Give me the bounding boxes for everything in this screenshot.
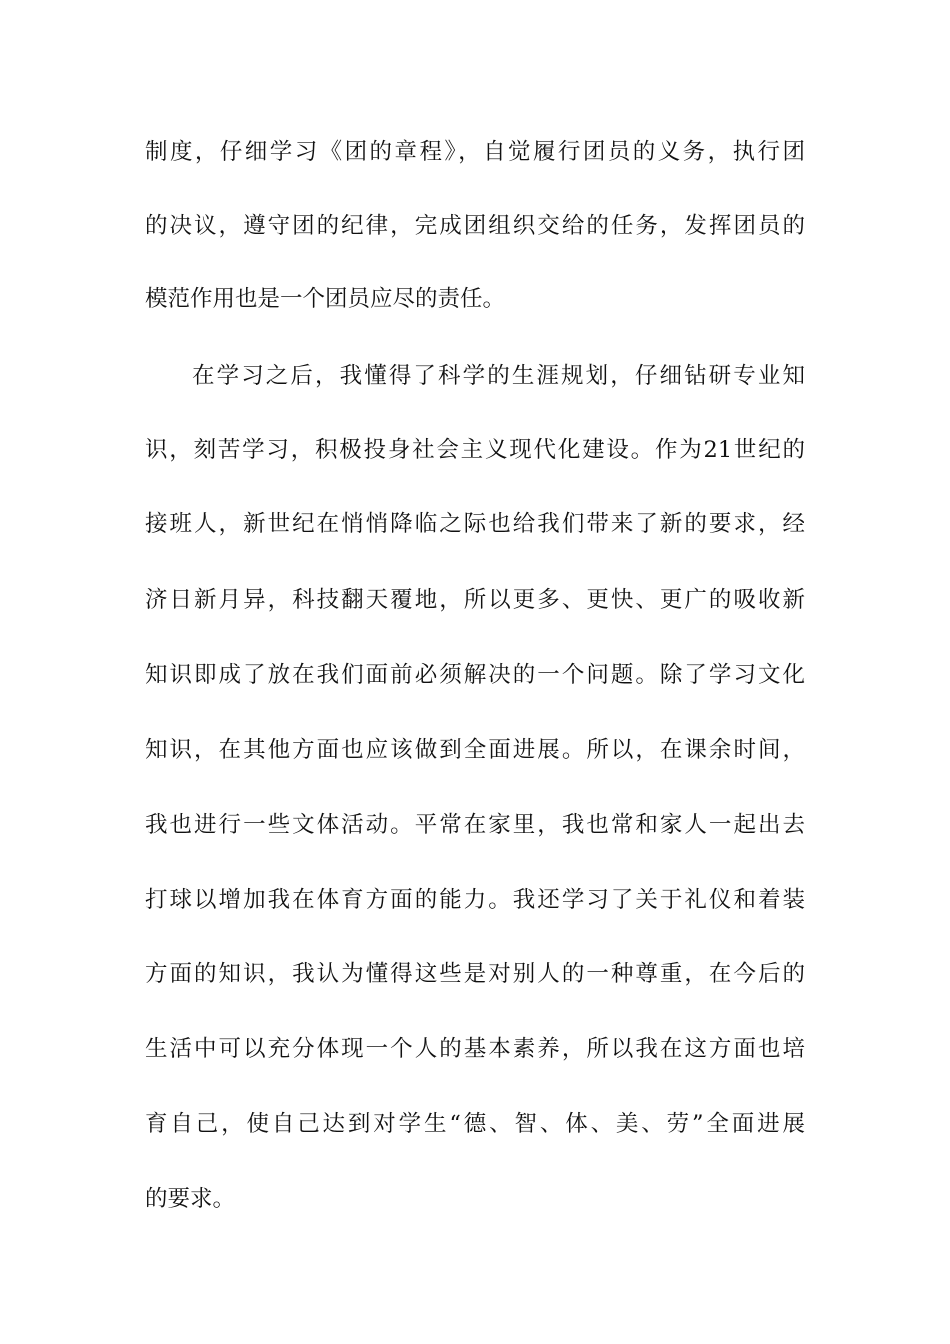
text-line: 知识，在其他方面也应该做到全面进展。所以，在课余时间， <box>145 737 805 763</box>
text-line: 生活中可以充分体现一个人的基本素养，所以我在这方面也培 <box>145 1036 805 1062</box>
text-line: 济日新月异，科技翻天覆地，所以更多、更快、更广的吸收新 <box>145 587 805 613</box>
text-line: 模范作用也是一个团员应尽的责任。 <box>145 286 506 312</box>
text-line: 的决议，遵守团的纪律，完成团组织交给的任务，发挥团员的 <box>145 213 805 239</box>
text-line: 制度，仔细学习《团的章程》，自觉履行团员的义务，执行团 <box>145 139 805 165</box>
text-line: 的要求。 <box>145 1186 236 1212</box>
text-line: 接班人，新世纪在悄悄降临之际也给我们带来了新的要求，经 <box>145 511 805 537</box>
text-line: 我也进行一些文体活动。平常在家里，我也常和家人一起出去 <box>145 812 805 838</box>
text-line-indented: 在学习之后，我懂得了科学的生涯规划，仔细钻研专业知 <box>192 363 805 389</box>
text-line: 打球以增加我在体育方面的能力。我还学习了关于礼仪和着装 <box>145 887 805 913</box>
text-line: 识，刻苦学习，积极投身社会主义现代化建设。作为21世纪的 <box>145 437 805 463</box>
text-line: 方面的知识，我认为懂得这些是对别人的一种尊重，在今后的 <box>145 961 805 987</box>
text-line: 育自己，使自己达到对学生“德、智、体、美、劳”全面进展 <box>145 1111 805 1137</box>
text-line: 知识即成了放在我们面前必须解决的一个问题。除了学习文化 <box>145 662 805 688</box>
